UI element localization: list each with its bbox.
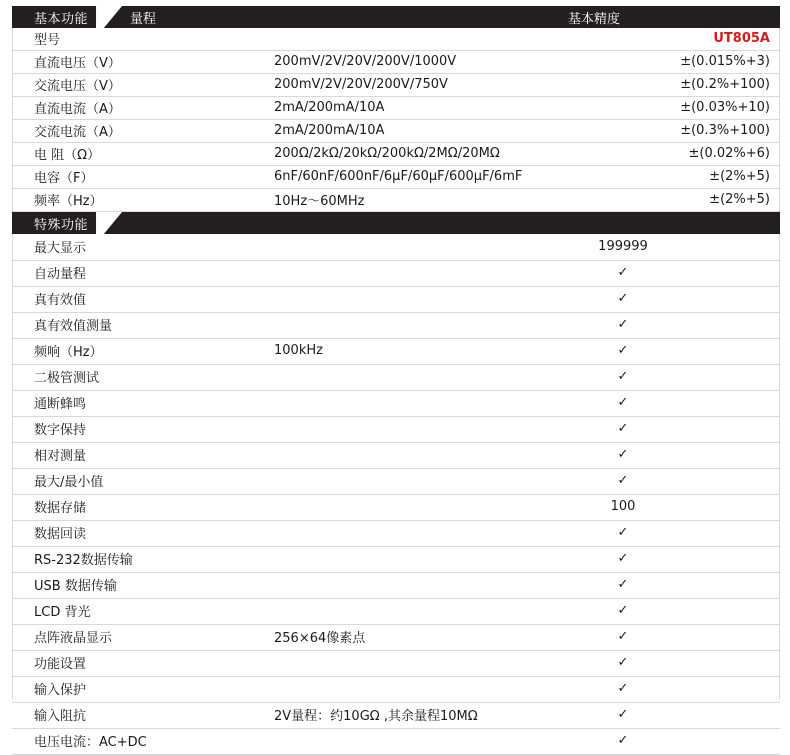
feature-name: 最大显示 bbox=[12, 234, 268, 260]
feature-name: 电压电流：AC+DC bbox=[12, 728, 268, 754]
feature-value bbox=[268, 312, 524, 338]
feature-value bbox=[268, 494, 524, 520]
specifications-title: 基本功能 bbox=[34, 11, 89, 27]
feature-check-icon: ✓ bbox=[524, 390, 780, 416]
table-row bbox=[12, 51, 780, 74]
spec-range: 6nF/60nF/600nF/6μF/60μF/600μF/6mF bbox=[268, 166, 524, 189]
table-row bbox=[12, 74, 780, 97]
spec-name: 频率（Hz） bbox=[12, 189, 268, 212]
table-row bbox=[12, 312, 780, 338]
feature-name: 自动量程 bbox=[12, 260, 268, 286]
spec-accuracy: ±(2%+5) bbox=[524, 166, 780, 189]
table-row bbox=[12, 442, 780, 468]
spec-range: 10Hz～60MHz bbox=[268, 189, 524, 212]
spec-range: 2mA/200mA/10A bbox=[268, 120, 524, 143]
feature-value bbox=[268, 286, 524, 312]
table-row bbox=[12, 572, 780, 598]
table-row bbox=[12, 143, 780, 166]
feature-name: 数据存储 bbox=[12, 494, 268, 520]
feature-value bbox=[268, 676, 524, 702]
feature-value bbox=[268, 234, 524, 260]
feature-value bbox=[268, 520, 524, 546]
spec-accuracy: ±(0.3%+100) bbox=[524, 120, 780, 143]
spec-range: 200Ω/2kΩ/20kΩ/200kΩ/2MΩ/20MΩ bbox=[268, 143, 524, 166]
spec-name: 直流电流（A） bbox=[12, 97, 268, 120]
feature-name: 通断蜂鸣 bbox=[12, 390, 268, 416]
feature-name: RS-232数据传输 bbox=[12, 546, 268, 572]
feature-name: 相对测量 bbox=[12, 442, 268, 468]
feature-value bbox=[268, 416, 524, 442]
table-row bbox=[12, 624, 780, 650]
feature-mark: 100 bbox=[524, 494, 780, 520]
feature-check-icon: ✓ bbox=[524, 676, 780, 702]
table-row bbox=[12, 364, 780, 390]
feature-name: 输入保护 bbox=[12, 676, 268, 702]
table-row bbox=[12, 338, 780, 364]
specifications-body bbox=[12, 6, 780, 212]
spec-name: 电 阻（Ω） bbox=[12, 143, 268, 166]
table-row bbox=[12, 416, 780, 442]
feature-value bbox=[268, 260, 524, 286]
feature-name: LCD 背光 bbox=[12, 598, 268, 624]
spec-name: 交流电流（A） bbox=[12, 120, 268, 143]
table-row bbox=[12, 520, 780, 546]
table-row bbox=[12, 234, 780, 260]
specifications-header-band bbox=[12, 6, 780, 28]
table-row bbox=[12, 650, 780, 676]
table-row bbox=[12, 546, 780, 572]
spec-range: 200mV/2V/20V/200V/1000V bbox=[268, 51, 524, 74]
features-notch-icon bbox=[96, 212, 122, 234]
feature-check-icon: ✓ bbox=[524, 728, 780, 754]
feature-name: 真有效值测量 bbox=[12, 312, 268, 338]
spec-name: 型号 bbox=[12, 28, 268, 51]
header-notch-icon bbox=[96, 6, 122, 28]
table-row bbox=[12, 702, 780, 728]
feature-check-icon: ✓ bbox=[524, 416, 780, 442]
feature-check-icon: ✓ bbox=[524, 312, 780, 338]
feature-check-icon: ✓ bbox=[524, 650, 780, 676]
features-table bbox=[12, 212, 780, 755]
feature-value: 100kHz bbox=[268, 338, 524, 364]
table-row bbox=[12, 120, 780, 143]
features-header-row bbox=[12, 212, 780, 234]
spec-range bbox=[268, 28, 524, 51]
feature-check-icon: ✓ bbox=[524, 598, 780, 624]
features-title: 特殊功能 bbox=[34, 217, 89, 233]
table-row bbox=[12, 166, 780, 189]
feature-value: 2V量程：约10GΩ ,其余量程10MΩ bbox=[268, 702, 524, 728]
spec-accuracy: ±(0.015%+3) bbox=[524, 51, 780, 74]
spec-accuracy: ±(0.2%+100) bbox=[524, 74, 780, 97]
feature-value bbox=[268, 442, 524, 468]
column-header-range: 量程 bbox=[130, 11, 157, 27]
feature-check-icon: ✓ bbox=[524, 286, 780, 312]
features-body bbox=[12, 212, 780, 754]
table-left-border bbox=[12, 6, 13, 699]
spec-name: 电容（F） bbox=[12, 166, 268, 189]
feature-value bbox=[268, 390, 524, 416]
feature-name: 点阵液晶显示 bbox=[12, 624, 268, 650]
table-row bbox=[12, 468, 780, 494]
feature-name: 输入阻抗 bbox=[12, 702, 268, 728]
feature-value bbox=[268, 598, 524, 624]
spec-range: 2mA/200mA/10A bbox=[268, 97, 524, 120]
feature-name: 真有效值 bbox=[12, 286, 268, 312]
table-row bbox=[12, 97, 780, 120]
features-header-cell bbox=[12, 212, 780, 234]
feature-name: 功能设置 bbox=[12, 650, 268, 676]
feature-check-icon: ✓ bbox=[524, 468, 780, 494]
table-row bbox=[12, 390, 780, 416]
spec-name: 直流电压（V） bbox=[12, 51, 268, 74]
specifications-header-row bbox=[12, 6, 780, 28]
specifications-header-cell bbox=[12, 6, 780, 28]
table-right-border bbox=[779, 6, 780, 699]
table-row bbox=[12, 728, 780, 754]
feature-value bbox=[268, 728, 524, 754]
spec-accuracy: ±(0.02%+6) bbox=[524, 143, 780, 166]
feature-check-icon: ✓ bbox=[524, 260, 780, 286]
feature-check-icon: ✓ bbox=[524, 364, 780, 390]
feature-value bbox=[268, 572, 524, 598]
table-row bbox=[12, 598, 780, 624]
spec-name: 交流电压（V） bbox=[12, 74, 268, 97]
table-row bbox=[12, 494, 780, 520]
spec-model-value: UT805A bbox=[524, 28, 780, 51]
spec-range: 200mV/2V/20V/200V/750V bbox=[268, 74, 524, 97]
spec-accuracy: ±(0.03%+10) bbox=[524, 97, 780, 120]
feature-value bbox=[268, 364, 524, 390]
spec-accuracy: ±(2%+5) bbox=[524, 189, 780, 212]
table-row bbox=[12, 676, 780, 702]
feature-name: USB 数据传输 bbox=[12, 572, 268, 598]
feature-name: 最大/最小值 bbox=[12, 468, 268, 494]
feature-name: 数据回读 bbox=[12, 520, 268, 546]
feature-mark: 199999 bbox=[524, 234, 780, 260]
feature-value: 256×64像素点 bbox=[268, 624, 524, 650]
column-header-accuracy: 基本精度 bbox=[567, 11, 620, 27]
feature-check-icon: ✓ bbox=[524, 624, 780, 650]
specifications-table bbox=[12, 6, 780, 212]
feature-name: 频响（Hz） bbox=[12, 338, 268, 364]
features-header-band bbox=[12, 212, 780, 234]
feature-check-icon: ✓ bbox=[524, 572, 780, 598]
table-row bbox=[12, 28, 780, 51]
table-row bbox=[12, 189, 780, 212]
feature-value bbox=[268, 468, 524, 494]
feature-check-icon: ✓ bbox=[524, 442, 780, 468]
table-row bbox=[12, 286, 780, 312]
feature-name: 二极管测试 bbox=[12, 364, 268, 390]
feature-value bbox=[268, 650, 524, 676]
feature-check-icon: ✓ bbox=[524, 546, 780, 572]
feature-name: 数字保持 bbox=[12, 416, 268, 442]
feature-check-icon: ✓ bbox=[524, 338, 780, 364]
feature-check-icon: ✓ bbox=[524, 520, 780, 546]
feature-check-icon: ✓ bbox=[524, 702, 780, 728]
feature-value bbox=[268, 546, 524, 572]
table-row bbox=[12, 260, 780, 286]
